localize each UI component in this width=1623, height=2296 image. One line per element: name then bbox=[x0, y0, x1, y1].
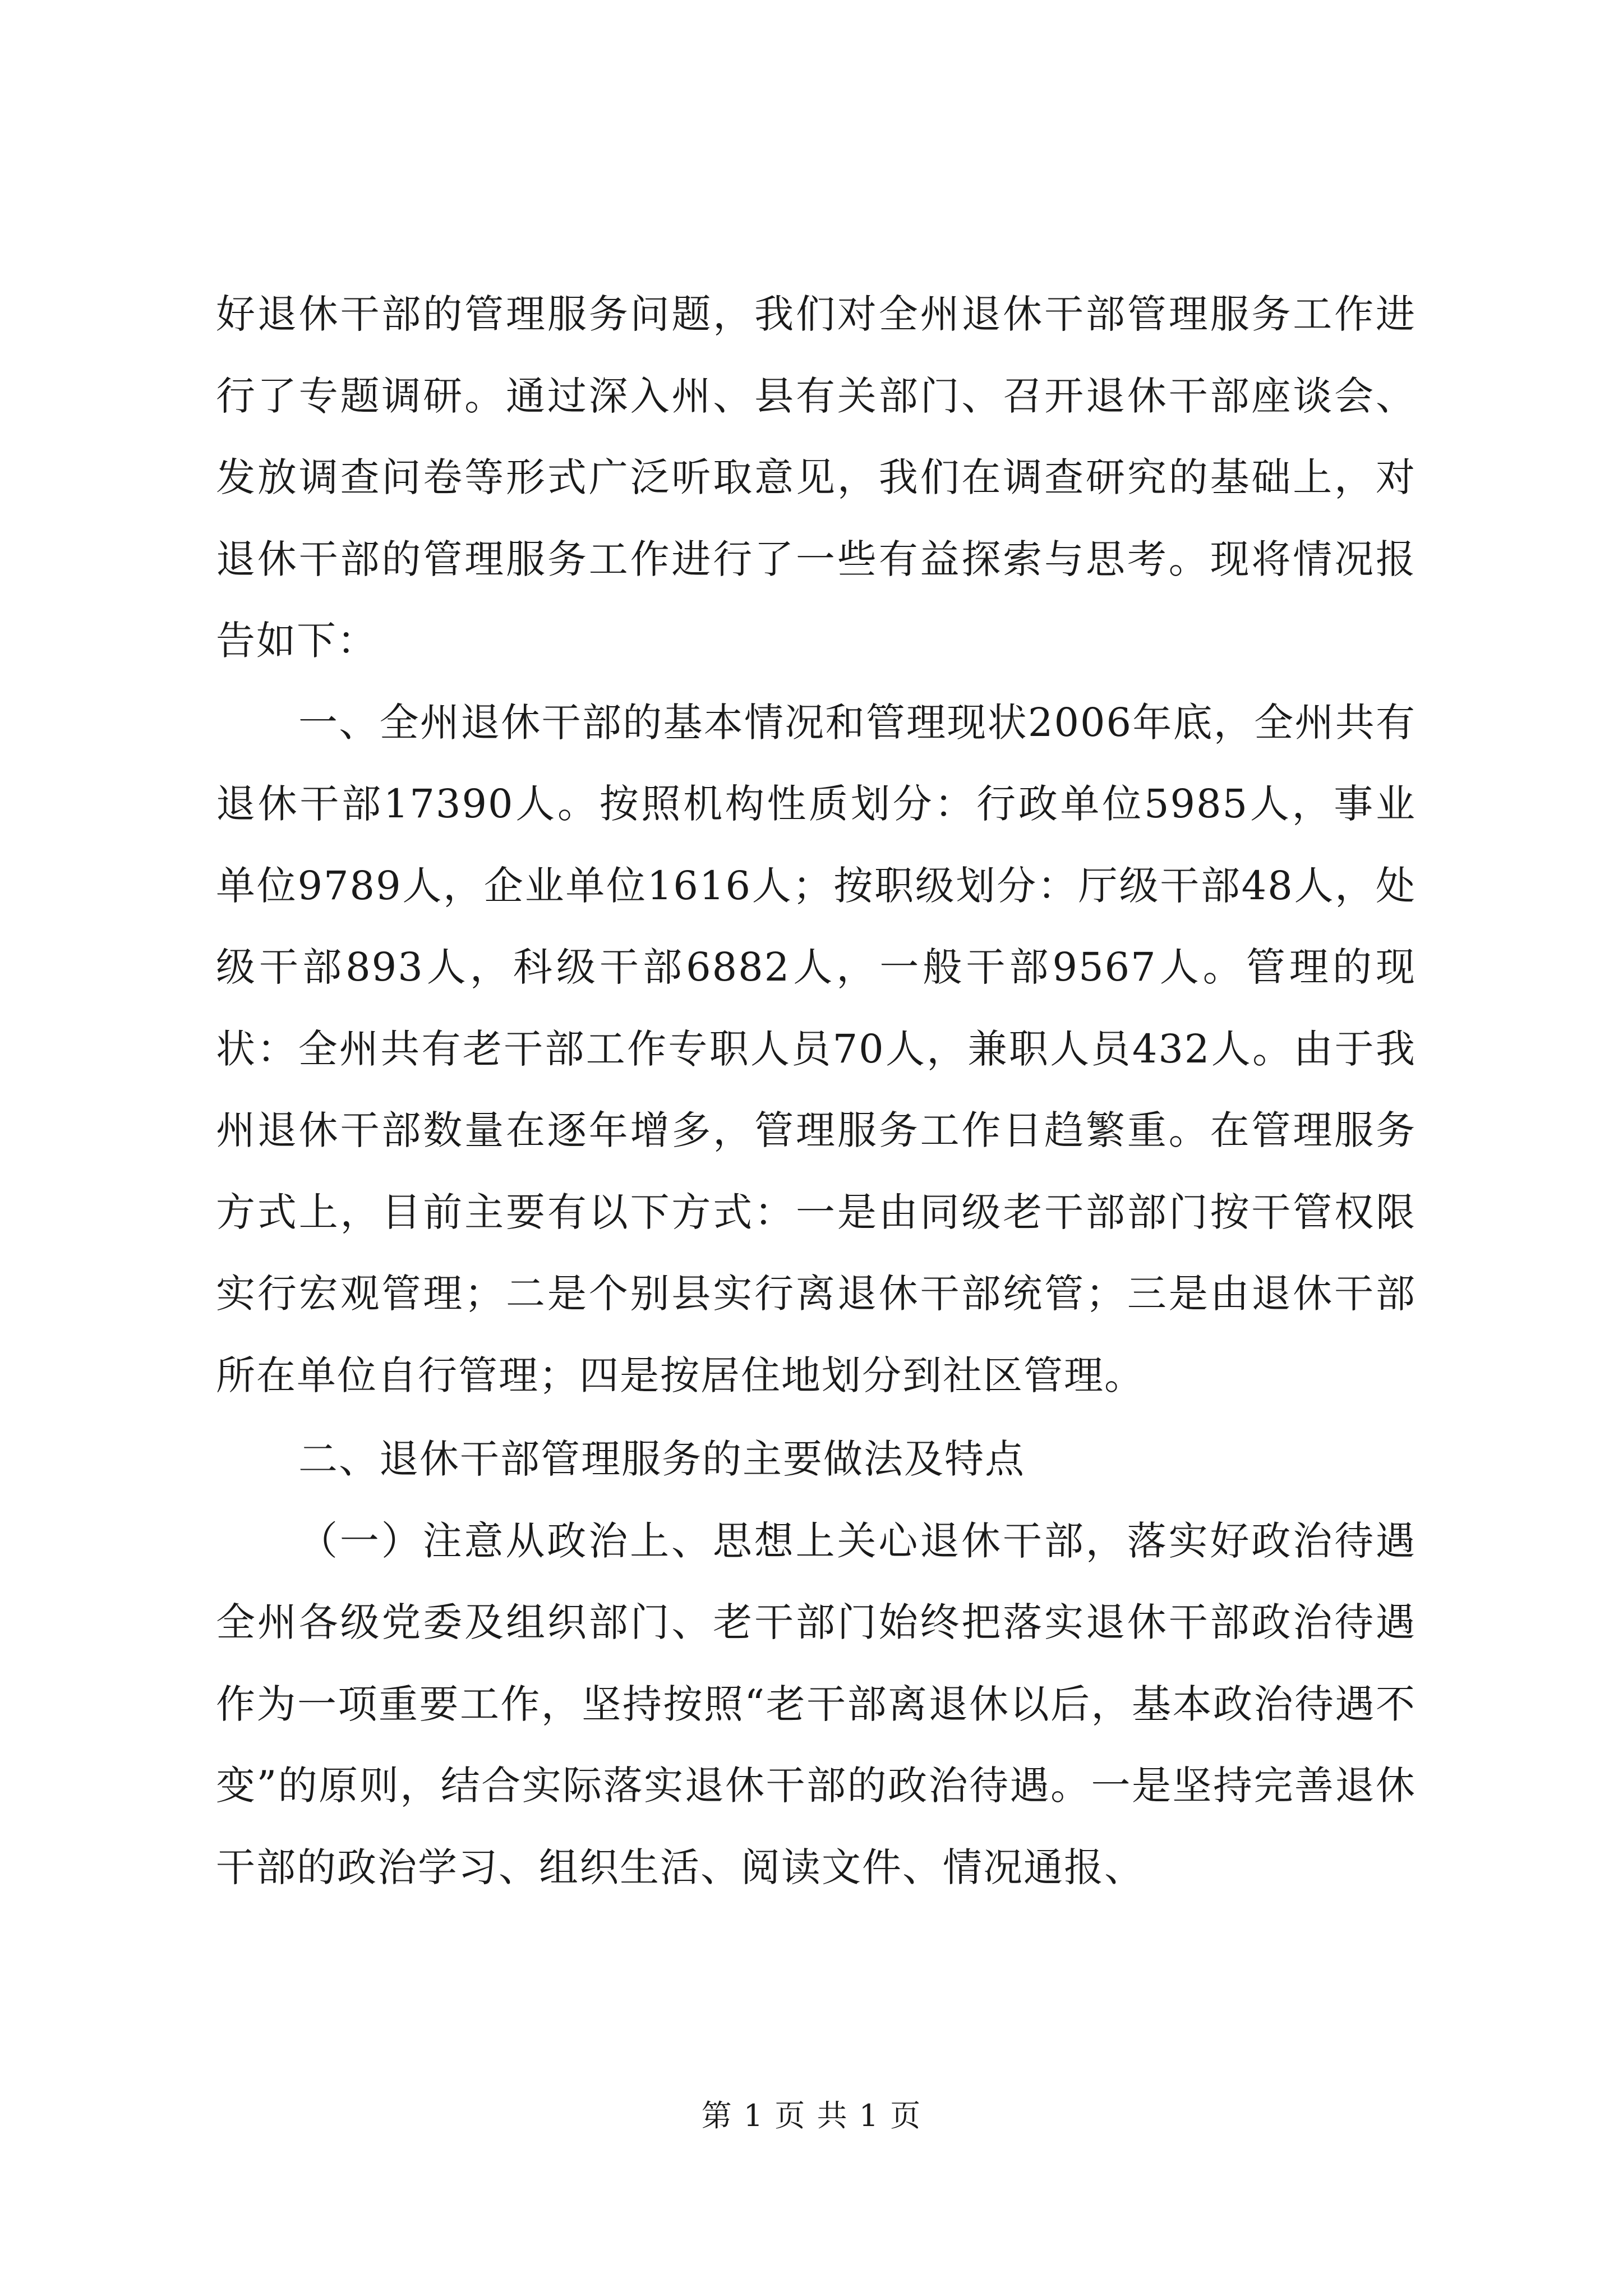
paragraph-subsection-one: （一）注意从政治上、思想上关心退休干部，落实好政治待遇全州各级党委及组织部门、老干部门始终把落实退休干部政治待遇作为一项重要工作，坚持按照“老干部离退休以后，基本政治待遇不变”的原则，结合实际落实退休干部的政治待遇。一是坚持完善退休干部的政治学习、组织生活、阅读文件、情况通报、 bbox=[216, 1517, 1416, 1890]
section-heading-two: 二、退休干部管理服务的主要做法及特点 bbox=[298, 1436, 1025, 1482]
paragraph-continued: 好退休干部的管理服务问题，我们对全州退休干部管理服务工作进行了专题调研。通过深入州、县有关部门、召开退休干部座谈会、发放调查问卷等形式广泛听取意见，我们在调查研究的基础上，对退休干部的管理服务工作进行了一些有益探索与思考。现将情况报告如下： bbox=[216, 291, 1416, 664]
paragraph-section-one: 一、全州退休干部的基本情况和管理现状2006年底，全州共有退休干部17390人。按照机构性质划分：行政单位5985人，事业单位9789人，企业单位1616人；按职级划分：厅级干部48人，处级干部893人，科级干部6882人，一般干部9567人。管理的现状：全州共有老干部工作专职人员70人，兼职人员432人。由于我州退休干部数量在逐年增多，管理服务工作日趋繁重。在管理服务方式上，目前主要有以下方式：一是由同级老干部部门按干管权限实行宏观管理；二是个别县实行离退休干部统管；三是由退休干部所在单位自行管理；四是按居住地划分到社区管理。 bbox=[216, 699, 1416, 1398]
page-footer: 第 1 页 共 1 页 bbox=[701, 2098, 922, 2133]
document-body bbox=[216, 274, 1416, 1908]
